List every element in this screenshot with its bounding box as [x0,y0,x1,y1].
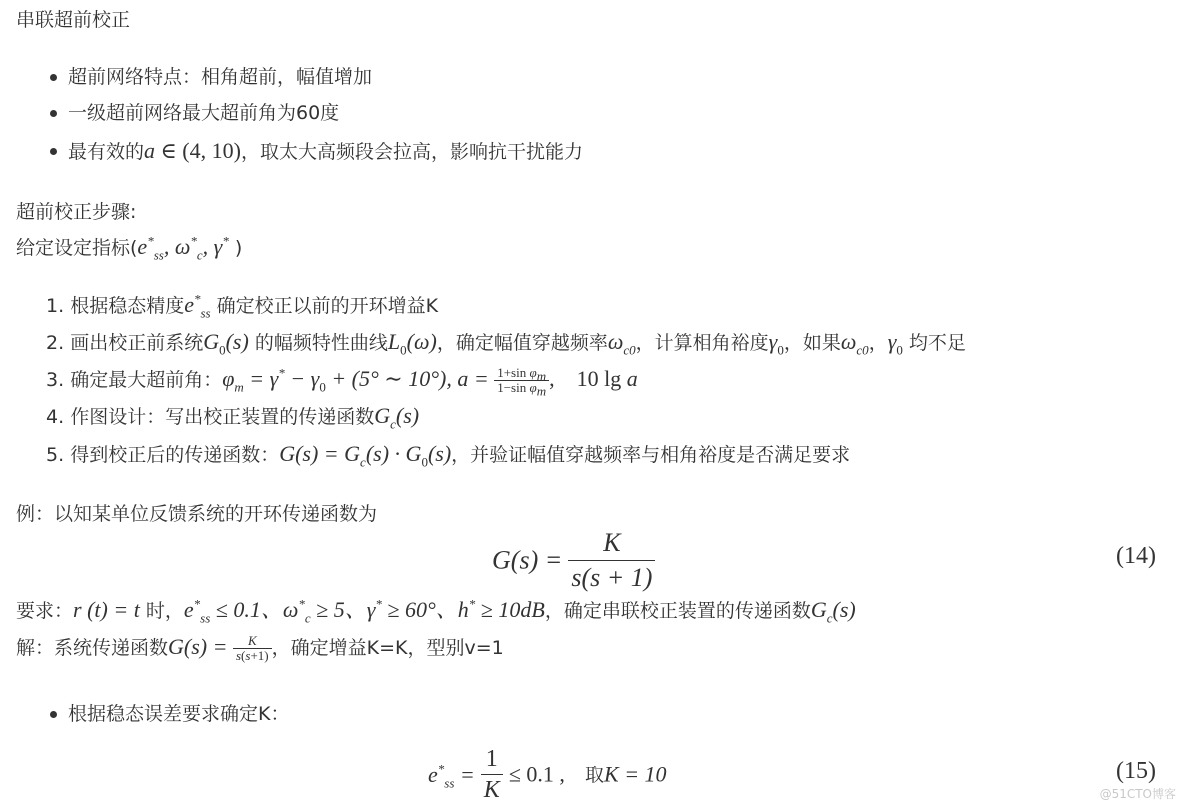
feature-item-1: 超前网络特点：相角超前，幅值增加 [68,66,373,88]
eq15-take-math: K = 10 [604,761,667,787]
step-text: ，如果 [783,332,841,354]
step-text: 的幅频特性曲线 [248,332,388,354]
step-text: ，确定幅值穿越频率 [436,332,608,354]
step-5 [46,440,850,469]
solution-math: G(s) = [168,634,233,659]
step-2 [46,328,966,357]
eq14-lhs: G(s) = [492,545,563,575]
solution-fraction: $\frac{K}{s(s+1)}$ [233,634,272,663]
step-text: 画出校正前系统 [70,332,204,354]
solution-prefix: 解：系统传递函数 [16,637,169,659]
step-math: $G_0(s)$ [203,329,249,358]
given-indicators [16,233,242,262]
given-prefix: 给定设定指标( [16,237,138,259]
step-text: 作图设计：写出校正装置的传递函数 [70,406,375,428]
step-text: 得到校正后的传递函数： [70,444,280,466]
step-number: 3. [46,369,65,391]
feature-item-2: 一级超前网络最大超前角为60度 [68,102,340,124]
step-math: $\gamma_0$ [768,329,784,358]
requirement-math: $G_c(s)$ [810,597,856,626]
step-3 [46,365,638,399]
eq15-numerator: 1 [481,744,503,775]
requirement-line [16,596,856,625]
step-text: 确定最大超前角： [70,369,223,391]
eq15-fraction [481,744,503,804]
step-number: 4. [46,406,65,428]
step-text: ，计算相角裕度 [635,332,769,354]
given-suffix: ) [228,237,243,259]
step-number: 1. [46,295,65,317]
step-math: $G(s) = G_c(s) \cdot G_0(s)$ [279,441,452,470]
feature-item-3 [68,137,583,166]
eq15-denominator: K [483,777,500,803]
step-number: 2. [46,332,65,354]
given-math: $e^*_{ss}$, $\omega^*_c$, γ* [137,233,229,263]
determine-k-bullet: 根据稳态误差要求确定K： [68,703,290,725]
step-text: ， [868,332,888,354]
step-math: $e^*_{ss}$ [184,291,211,321]
eq15-take: 取 [584,763,604,786]
step-1 [46,291,438,320]
step-math: $\omega_{c0}$ [840,329,869,358]
eq14-fraction [568,526,655,595]
bullet-dot [50,110,57,117]
step-math: , 10 lg a [549,366,638,391]
solution-line [16,633,504,663]
eq14-denominator: s(s + 1) [571,563,653,592]
feature-3-suffix: ，取太大高频段会拉高，影响抗干扰能力 [240,141,583,163]
requirement-math: $e^*_{ss} \le 0.1$、$\omega^*_c \ge 5$、γ* ≥ 60°、h* ≥ 10dB [183,596,545,626]
feature-3-math: a [144,138,156,163]
watermark: @51CTO博客 [1099,787,1176,801]
step-math: $\omega_{c0}$ [607,329,636,358]
solution-suffix: ，确定增益K=K，型别v=1 [271,637,504,659]
eq15-lhs: $e^*_{ss}$ = [428,761,475,790]
feature-3-prefix: 最有效的 [68,141,145,163]
step-text: ，并验证幅值穿越频率与相角裕度是否满足要求 [451,444,851,466]
step-math: $\varphi_m = \gamma^* - \gamma_0 + (5^\circ$ ∼ 10°), a = [222,365,489,395]
bullet-dot [50,148,57,155]
equation-number-15: (15) [1116,758,1156,784]
eq14-numerator: K [568,526,655,561]
bullet-dot [50,711,57,718]
requirement-math: r (t) = t [73,597,140,622]
eq15-rhs: ≤ 0.1 , [508,761,565,787]
bullet-dot [50,74,57,81]
step-text: 均不足 [902,332,966,354]
requirement-text: 时， [139,600,184,622]
equation-15 [428,744,667,804]
requirement-prefix: 要求： [16,600,74,622]
step-math: $G_c(s)$ [374,403,420,432]
section-title: 串联超前校正 [16,9,131,31]
feature-3-math-rest: ∈ (4, 10) [155,138,241,163]
step-math: $L_0(\omega)$ [387,329,437,358]
step-4 [46,402,419,431]
step-math: $\gamma_0$ [887,329,903,358]
step-number: 5. [46,444,65,466]
example-intro: 例：以知某单位反馈系统的开环传递函数为 [16,503,378,525]
step-text: 确定校正以前的开环增益K [210,295,439,317]
requirement-text: ，确定串联校正装置的传递函数 [544,600,811,622]
equation-14 [492,526,655,595]
steps-heading: 超前校正步骤: [16,201,137,223]
step-text: 根据稳态精度 [70,295,185,317]
equation-number-14: (14) [1116,543,1156,569]
phi-fraction: $\frac{1+\sin \varphi_m}{1-\sin \varphi_m}$ [494,366,549,395]
